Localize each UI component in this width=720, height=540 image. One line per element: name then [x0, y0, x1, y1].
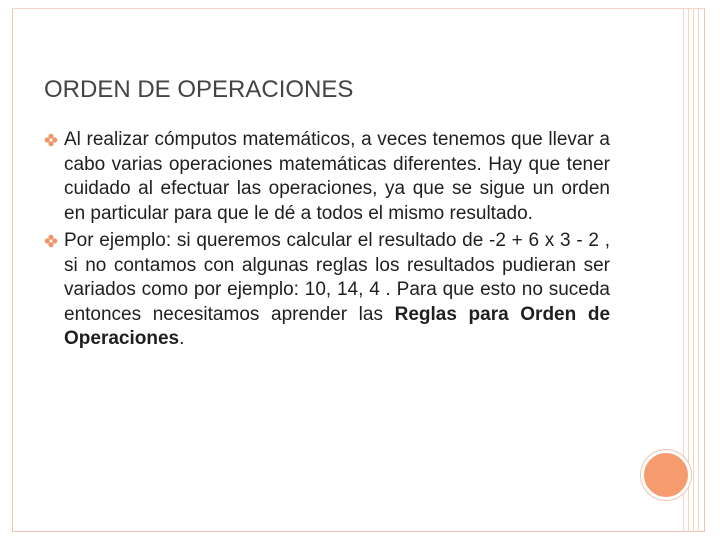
- flower-bullet-icon: [44, 133, 58, 147]
- frame-rule-right-2: [688, 8, 689, 532]
- bullet-text: [64, 229, 610, 352]
- accent-circle: [641, 450, 691, 500]
- slide-title: ORDEN DE OPERACIONES: [44, 76, 354, 103]
- frame-rule-right-4: [698, 8, 699, 532]
- frame-rule-top: [12, 8, 705, 9]
- frame-rule-right-3: [693, 8, 694, 532]
- flower-bullet-icon: [44, 234, 58, 248]
- frame-rule-right-1: [683, 8, 684, 532]
- slide-content: [44, 128, 610, 352]
- trailing-period: .: [179, 328, 185, 349]
- rules-emphasis: Reglas para Orden de Operaciones: [64, 303, 611, 349]
- bullet-item: [44, 128, 610, 226]
- bullet-text: Al realizar cómputos matemáticos, a veces tenemos que llevar a cabo varias operaciones matemáticas diferentes. Hay que tener cuidado al efectuar las operaciones, ya que se sigue un orden en particular para que le dé a todos el mismo resultado.: [64, 129, 610, 224]
- bullet-item: [44, 229, 610, 352]
- example-text: Por ejemplo: si queremos calcular el resultado de -2 + 6 x 3 - 2 , si no contamos con algunas reglas los resultados pudieran ser variados como por ejemplo: 10, 14, 4 . Para que esto no suceda entonces necesitamos aprender las: [64, 230, 610, 325]
